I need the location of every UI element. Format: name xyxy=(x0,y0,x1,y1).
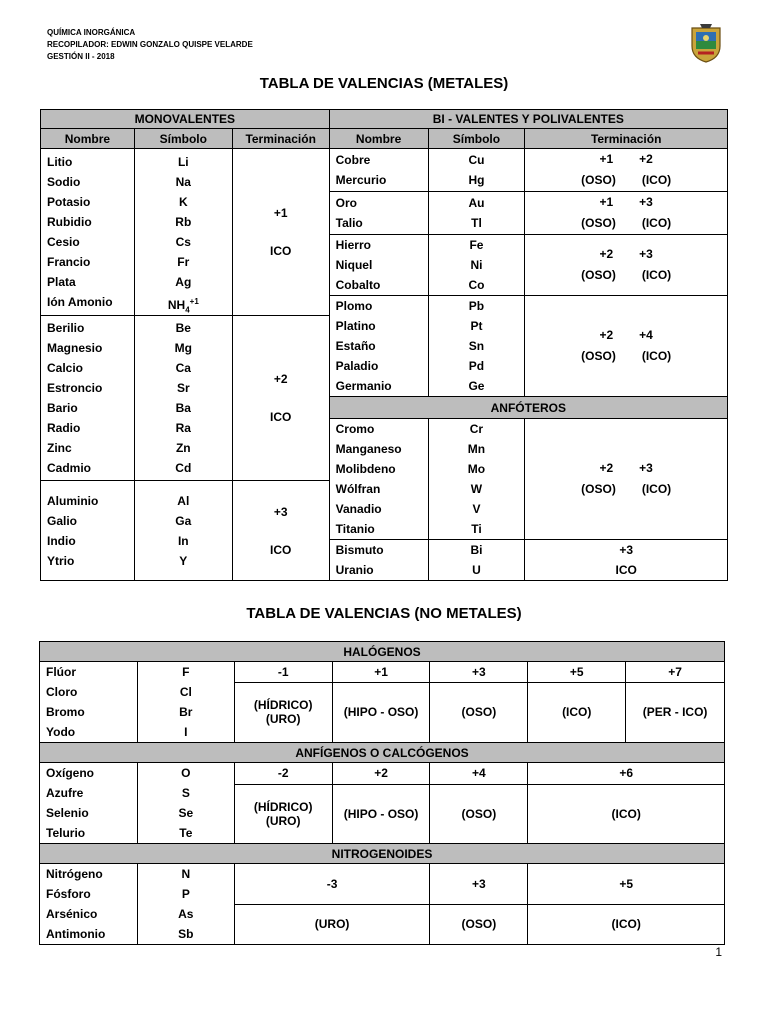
element-name: Rubidio xyxy=(47,215,92,229)
suffix: (HÍDRICO) xyxy=(253,799,313,814)
suffix: (OSO) xyxy=(581,216,616,230)
anf-group-2-symbols xyxy=(428,540,525,581)
ammonium-charge: +1 xyxy=(189,297,199,306)
valence: +2 xyxy=(599,461,614,475)
anfigenos-symbols xyxy=(137,763,234,844)
suffix: (HÍDRICO) xyxy=(253,698,313,713)
page-number: 1 xyxy=(715,945,722,959)
element-symbol: Ba xyxy=(175,401,191,415)
anf-group-2-termination xyxy=(525,540,728,581)
metales-table xyxy=(40,109,728,581)
col-nombre: Nombre xyxy=(41,129,135,149)
element-symbol: P xyxy=(181,887,190,901)
element-symbol: U xyxy=(472,563,481,577)
valence: -3 xyxy=(234,864,430,905)
col-simbolo: Símbolo xyxy=(428,129,525,149)
element-symbol: Cu xyxy=(468,153,485,167)
element-symbol: Pb xyxy=(468,299,485,313)
valence: +3 xyxy=(639,247,653,261)
element-name: Ytrio xyxy=(47,553,75,568)
element-symbol: Sn xyxy=(468,339,485,353)
element-name: Oro xyxy=(335,196,357,210)
element-symbol: Be xyxy=(175,321,191,335)
bi-group-2-termination xyxy=(525,192,728,235)
university-seal-icon xyxy=(686,22,726,64)
element-name: Wólfran xyxy=(335,482,381,496)
col-simbolo: Símbolo xyxy=(134,129,232,149)
valence: +3 xyxy=(430,662,528,683)
suffix: (OSO) xyxy=(430,784,528,843)
element-name: Galio xyxy=(47,513,78,528)
element-symbol: Zn xyxy=(175,441,191,455)
mono-group-3-termination xyxy=(232,481,329,581)
col-terminacion: Terminación xyxy=(232,129,329,149)
element-symbol: Cr xyxy=(469,422,484,436)
element-symbol: Cl xyxy=(179,685,192,699)
mono-group-3-symbols xyxy=(134,481,232,581)
element-name: Bario xyxy=(47,401,78,415)
element-symbol: Al xyxy=(177,493,190,508)
header-course: QUÍMICA INORGÁNICA xyxy=(47,28,136,37)
element-name: Paladio xyxy=(335,359,379,373)
element-name: Cobre xyxy=(335,153,371,167)
element-name: Zinc xyxy=(47,441,72,455)
mono-group-1-termination xyxy=(232,149,329,316)
valence: +3 xyxy=(639,461,653,475)
ammonium-symbol xyxy=(135,292,232,315)
element-name: Nitrógeno xyxy=(46,867,103,881)
element-symbol: Ga xyxy=(175,513,192,528)
suffix: (ICO) xyxy=(641,349,672,363)
valence: +2 xyxy=(639,152,653,166)
element-symbol: Tl xyxy=(471,216,482,230)
monovalentes-header: MONOVALENTES xyxy=(41,110,330,129)
element-symbol: Te xyxy=(179,826,193,840)
anfigenos-names xyxy=(40,763,138,844)
element-name: Berilio xyxy=(47,321,85,335)
suffix: (OSO) xyxy=(430,904,528,945)
valence: +3 xyxy=(639,195,653,209)
suffix: ICO xyxy=(270,410,292,424)
element-symbol: Pt xyxy=(470,319,483,333)
element-name: Radio xyxy=(47,421,81,435)
element-symbol: Au xyxy=(468,196,485,210)
valence: +1 xyxy=(332,662,430,683)
document-header xyxy=(47,27,253,63)
element-name: Plomo xyxy=(335,299,373,313)
element-symbol: Cs xyxy=(175,235,191,249)
halogenos-header: HALÓGENOS xyxy=(40,642,725,662)
bi-group-2-symbols xyxy=(428,192,525,235)
valence: +2 xyxy=(599,247,614,261)
element-name: Titanio xyxy=(335,522,375,536)
element-name: Calcio xyxy=(47,361,84,375)
element-name: Manganeso xyxy=(335,442,402,456)
valence: +5 xyxy=(528,864,725,905)
element-name: Antimonio xyxy=(46,927,106,941)
element-name: Hierro xyxy=(335,238,371,252)
nitrogenoides-header: NITROGENOIDES xyxy=(40,844,725,864)
element-name: Litio xyxy=(47,155,73,169)
element-symbol: S xyxy=(181,786,190,800)
nometales-table xyxy=(39,641,725,945)
suffix: (HIPO - OSO) xyxy=(332,682,430,742)
col-terminacion: Terminación xyxy=(525,129,728,149)
suffix: (URO) xyxy=(265,712,301,727)
element-symbol: W xyxy=(470,482,483,496)
anf-group-1-termination xyxy=(525,419,728,540)
element-symbol: Sb xyxy=(178,927,194,941)
suffix: (URO) xyxy=(234,904,430,945)
element-symbol: Co xyxy=(468,278,485,292)
element-symbol: Bi xyxy=(470,543,483,557)
element-name: Cobalto xyxy=(335,278,381,292)
element-name: Selenio xyxy=(46,806,89,820)
element-symbol: Ge xyxy=(468,379,485,393)
mono-group-2-symbols xyxy=(134,316,232,481)
element-name: Uranio xyxy=(335,563,374,577)
element-symbol: Ca xyxy=(175,361,191,375)
suffix-hidrico-uro xyxy=(234,784,332,843)
element-name: Ión Amonio xyxy=(47,295,113,309)
element-symbol: Fe xyxy=(469,238,484,252)
valence: +4 xyxy=(430,763,528,785)
element-symbol: V xyxy=(472,502,481,516)
bi-group-3-symbols xyxy=(428,235,525,296)
suffix: ICO xyxy=(615,563,637,577)
valence: +6 xyxy=(528,763,725,785)
element-symbol: Ti xyxy=(471,522,482,536)
element-name: Estroncio xyxy=(47,381,103,395)
element-symbol: Rb xyxy=(175,215,192,229)
suffix: (PER - ICO) xyxy=(626,682,725,742)
header-term: GESTIÓN II - 2018 xyxy=(47,52,115,61)
mono-group-1-symbols xyxy=(134,149,232,316)
suffix: ICO xyxy=(270,244,292,258)
element-symbol: I xyxy=(184,725,188,739)
bivalentes-header: BI - VALENTES Y POLIVALENTES xyxy=(329,110,727,129)
element-name: Indio xyxy=(47,533,76,548)
suffix: (OSO) xyxy=(581,349,616,363)
valence: +1 xyxy=(599,152,614,166)
halogenos-symbols xyxy=(137,662,234,743)
col-nombre: Nombre xyxy=(329,129,428,149)
element-name: Sodio xyxy=(47,175,81,189)
element-name: Cloro xyxy=(46,685,78,699)
element-name: Francio xyxy=(47,255,91,269)
element-symbol: Mn xyxy=(467,442,486,456)
valence: +3 xyxy=(430,864,528,905)
element-name: Molibdeno xyxy=(335,462,396,476)
element-symbol: Li xyxy=(177,155,189,169)
valence: +1 xyxy=(599,195,614,209)
valence: +2 xyxy=(599,328,614,342)
element-symbol: Se xyxy=(178,806,194,820)
element-name: Oxígeno xyxy=(46,766,95,780)
element-symbol: Ra xyxy=(175,421,191,435)
mono-group-3-names xyxy=(41,481,135,581)
anf-group-1-symbols xyxy=(428,419,525,540)
element-symbol: Sr xyxy=(176,381,190,395)
element-name: Plata xyxy=(47,275,76,289)
element-name: Bismuto xyxy=(335,543,384,557)
bi-group-2-names xyxy=(329,192,428,235)
suffix: (ICO) xyxy=(528,682,626,742)
suffix: (ICO) xyxy=(641,268,672,282)
element-name: Estaño xyxy=(335,339,376,353)
element-name: Azufre xyxy=(46,786,84,800)
anfigenos-header: ANFÍGENOS O CALCÓGENOS xyxy=(40,743,725,763)
valence: +2 xyxy=(273,372,288,386)
suffix: (HIPO - OSO) xyxy=(332,784,430,843)
element-name: Talio xyxy=(335,216,363,230)
valence: +3 xyxy=(619,543,634,557)
suffix: ICO xyxy=(270,542,292,557)
nitrogenoides-symbols xyxy=(137,864,234,945)
element-name: Yodo xyxy=(46,725,76,739)
element-name: Vanadio xyxy=(335,502,382,516)
suffix: (OSO) xyxy=(581,268,616,282)
element-name: Bromo xyxy=(46,705,85,719)
element-symbol: O xyxy=(181,766,191,780)
element-name: Fósforo xyxy=(46,887,91,901)
bi-group-3-termination xyxy=(525,235,728,296)
element-symbol: Na xyxy=(175,175,191,189)
element-name: Magnesio xyxy=(47,341,103,355)
element-symbol: F xyxy=(182,665,190,679)
element-symbol: Mg xyxy=(174,341,192,355)
mono-group-1-names xyxy=(41,149,135,316)
element-symbol: In xyxy=(177,533,189,548)
element-symbol: Ni xyxy=(470,258,483,272)
valence: +5 xyxy=(528,662,626,683)
suffix: (URO) xyxy=(265,813,301,828)
suffix: (ICO) xyxy=(528,904,725,945)
suffix: (OSO) xyxy=(581,173,616,187)
element-name: Germanio xyxy=(335,379,392,393)
bi-group-4-symbols xyxy=(428,296,525,397)
element-name: Cromo xyxy=(335,422,375,436)
valence: -1 xyxy=(234,662,332,683)
mono-group-2-names xyxy=(41,316,135,481)
element-symbol: As xyxy=(178,907,194,921)
halogenos-names xyxy=(40,662,138,743)
element-name: Telurio xyxy=(46,826,86,840)
element-symbol: Pd xyxy=(468,359,485,373)
suffix: (OSO) xyxy=(430,682,528,742)
nometales-title: TABLA DE VALENCIAS (NO METALES) xyxy=(246,605,522,622)
mono-group-2-termination xyxy=(232,316,329,481)
element-symbol: Hg xyxy=(468,173,485,187)
bi-group-3-names xyxy=(329,235,428,296)
suffix: (ICO) xyxy=(641,216,672,230)
element-name: Flúor xyxy=(46,665,76,679)
ammonium-subscript: 4 xyxy=(185,305,190,315)
anfoteros-header: ANFÓTEROS xyxy=(329,397,727,419)
suffix-hidrico-uro xyxy=(234,682,332,742)
valence: +3 xyxy=(273,504,288,519)
bi-group-4-names xyxy=(329,296,428,397)
element-name: Potasio xyxy=(47,195,91,209)
element-name: Platino xyxy=(335,319,376,333)
element-symbol: Br xyxy=(179,705,193,719)
suffix: (ICO) xyxy=(641,482,672,496)
bi-group-4-termination xyxy=(525,296,728,397)
nitrogenoides-names xyxy=(40,864,138,945)
header-author: RECOPILADOR: EDWIN GONZALO QUISPE VELARDE xyxy=(47,40,253,49)
element-symbol: N xyxy=(181,867,191,881)
element-name: Cesio xyxy=(47,235,80,249)
ammonium-base: NH xyxy=(167,298,186,312)
valence: -2 xyxy=(234,763,332,785)
anf-group-2-names xyxy=(329,540,428,581)
element-symbol: K xyxy=(178,195,188,209)
valence: +7 xyxy=(626,662,725,683)
anf-group-1-names xyxy=(329,419,428,540)
valence: +1 xyxy=(273,206,288,220)
bi-group-1-symbols xyxy=(428,149,525,192)
element-symbol: Ag xyxy=(175,275,192,289)
suffix: (ICO) xyxy=(641,173,672,187)
element-name: Cadmio xyxy=(47,461,92,475)
valence: +4 xyxy=(639,328,653,342)
element-name: Niquel xyxy=(335,258,373,272)
element-name: Arsénico xyxy=(46,907,98,921)
bi-group-1-names xyxy=(329,149,428,192)
element-symbol: Mo xyxy=(467,462,486,476)
element-name: Aluminio xyxy=(47,493,99,508)
element-symbol: Cd xyxy=(175,461,192,475)
element-symbol: Fr xyxy=(177,255,190,269)
element-name: Mercurio xyxy=(335,173,387,187)
element-symbol: Y xyxy=(179,553,188,568)
suffix: (OSO) xyxy=(581,482,616,496)
bi-group-1-termination xyxy=(525,149,728,192)
metales-title: TABLA DE VALENCIAS (METALES) xyxy=(259,75,509,92)
suffix: (ICO) xyxy=(528,784,725,843)
valence: +2 xyxy=(332,763,430,785)
